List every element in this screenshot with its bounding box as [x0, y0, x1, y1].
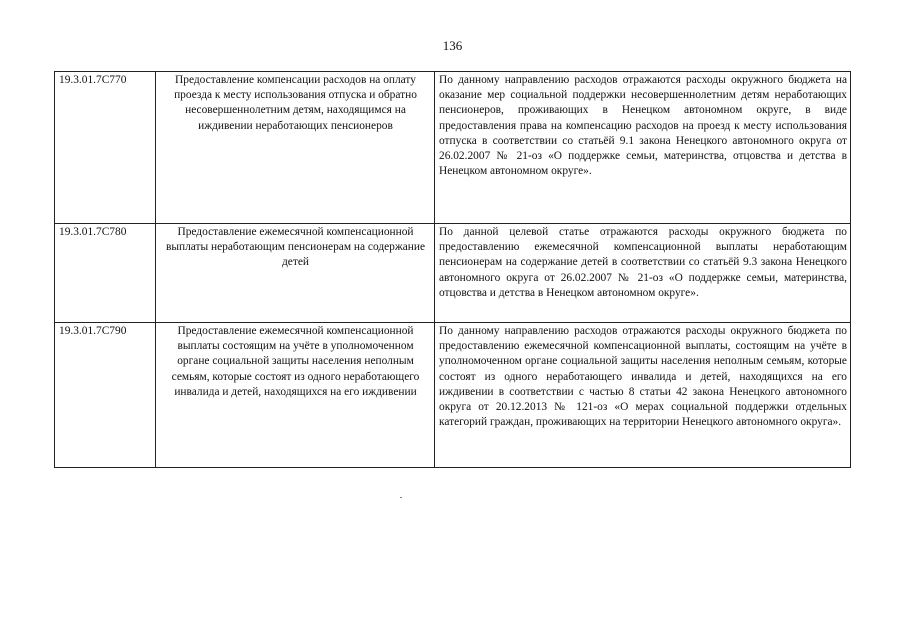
- target-article-description: По данному направлению расходов отражаются расходы окружного бюджета на оказание мер социальной поддержки несовершеннолетним детям неработающих пенсионеров, проживающих в Ненецком автономном округе, в виде предоставления права на компенсацию расходов на проезд к месту использования отпуска в соответствии со статьёй 9.1 закона Ненецкого автономного округа от 26.02.2007 № 21-оз «О поддержке семьи, материнства, отцовства и детства в Ненецком автономном округе».: [435, 72, 851, 224]
- target-article-code: 19.3.01.7С770: [55, 72, 156, 224]
- table-row: [55, 72, 851, 224]
- budget-classification-table: [54, 71, 851, 468]
- page-number: 136: [442, 38, 463, 53]
- target-article-description: По данному направлению расходов отражаются расходы окружного бюджета по предоставлению ежемесячной компенсационной выплаты, состоящим на учёте в уполномоченном органе социальной защиты населения неполным семьям, которые состоят из одного неработающего инвалида и детей, находящихся на его иждивении в соответствии с частью 8 статьи 42 закона Ненецкого автономного округа от 20.12.2013 № 121-оз «О мерах социальной поддержки отдельных категорий граждан, проживающих на территории Ненецкого автономного округа».: [435, 323, 851, 468]
- target-article-description: По данной целевой статье отражаются расходы окружного бюджета по предоставлению ежемесячной компенсационной выплаты неработающим пенсионерам на содержание детей в соответствии со статьёй 9.3 закона Ненецкого автономного округа от 26.02.2007 № 21-оз «О поддержке семьи, материнства, отцовства и детства в Ненецком автономном округе».: [435, 224, 851, 323]
- scan-speck: [400, 497, 402, 498]
- target-article-name: Предоставление ежемесячной компенсационной выплаты неработающим пенсионерам на содержание детей: [156, 224, 435, 323]
- target-article-code: 19.3.01.7С780: [55, 224, 156, 323]
- target-article-name: Предоставление компенсации расходов на оплату проезда к месту использования отпуска и обратно несовершеннолетним детям, находящимся на иждивении неработающих пенсионеров: [156, 72, 435, 224]
- target-article-name: Предоставление ежемесячной компенсационной выплаты состоящим на учёте в уполномоченном органе социальной защиты населения неполным семьям, которые состоят из одного неработающего инвалида и детей, находящихся на его иждивении: [156, 323, 435, 468]
- table-row: [55, 224, 851, 323]
- table-row: [55, 323, 851, 468]
- target-article-code: 19.3.01.7С790: [55, 323, 156, 468]
